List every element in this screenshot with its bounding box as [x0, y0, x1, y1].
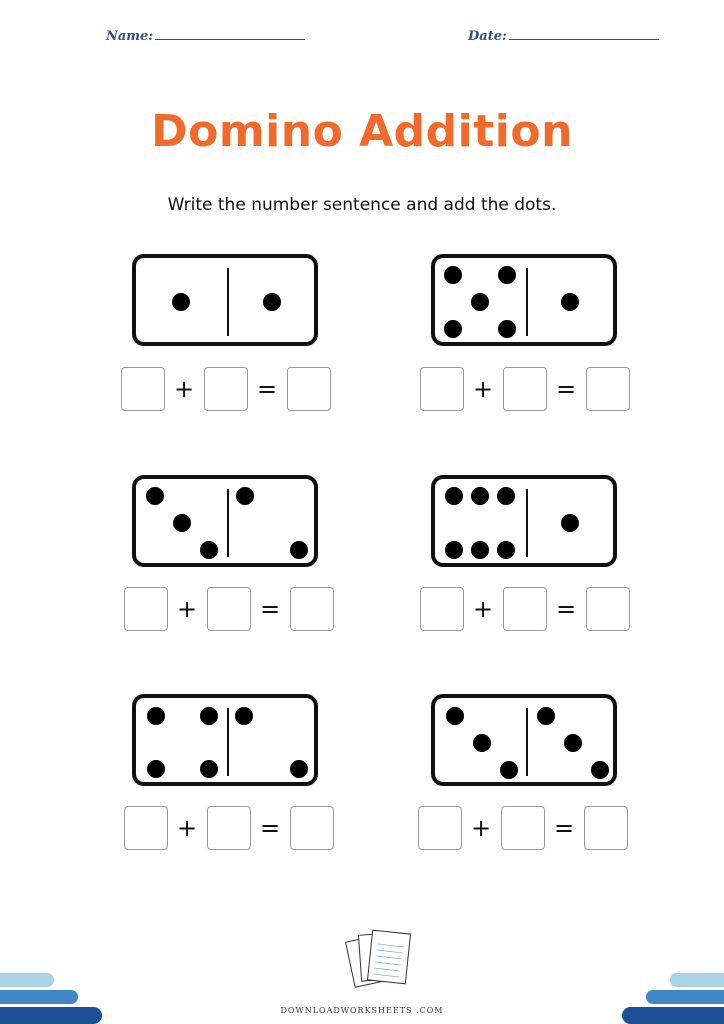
domino-card — [132, 475, 318, 567]
pip — [445, 487, 463, 505]
answer-box[interactable] — [287, 367, 331, 411]
answer-box[interactable] — [418, 806, 462, 850]
pip — [173, 514, 191, 532]
plus-sign: + — [470, 814, 492, 842]
answer-box[interactable] — [503, 587, 547, 631]
answer-box[interactable] — [124, 806, 168, 850]
date-field[interactable] — [468, 28, 659, 44]
pip — [172, 293, 190, 311]
pip — [497, 487, 515, 505]
domino-divider — [526, 268, 528, 336]
worksheets-logo-icon — [340, 928, 420, 1002]
pip — [561, 293, 579, 311]
number-sentence — [121, 367, 335, 413]
name-field[interactable] — [106, 28, 305, 44]
answer-box[interactable] — [207, 587, 251, 631]
pip — [147, 707, 165, 725]
instruction-text: Write the number sentence and add the dots. — [167, 195, 557, 215]
equals-sign: = — [553, 814, 575, 842]
number-sentence — [420, 367, 634, 413]
pip — [290, 541, 308, 559]
domino-card — [132, 254, 318, 346]
answer-box[interactable] — [204, 367, 248, 411]
pip — [263, 293, 281, 311]
domino-divider — [227, 268, 229, 336]
answer-box[interactable] — [503, 367, 547, 411]
pip — [200, 760, 218, 778]
answer-box[interactable] — [420, 587, 464, 631]
number-sentence — [124, 587, 338, 633]
plus-sign: + — [176, 595, 198, 623]
answer-box[interactable] — [586, 587, 630, 631]
domino-card — [132, 694, 318, 786]
equals-sign: = — [259, 814, 281, 842]
pip — [497, 541, 515, 559]
worksheet-title: Domino Addition — [151, 106, 573, 157]
number-sentence — [124, 806, 338, 852]
equals-sign: = — [259, 595, 281, 623]
answer-box[interactable] — [586, 367, 630, 411]
date-line[interactable] — [509, 28, 659, 40]
plus-sign: + — [173, 375, 195, 403]
number-sentence — [420, 587, 634, 633]
answer-box[interactable] — [290, 587, 334, 631]
pip — [500, 761, 518, 779]
footer-stripe-right-mid — [646, 990, 724, 1004]
pip — [446, 707, 464, 725]
pip — [498, 266, 516, 284]
pip — [498, 320, 516, 338]
domino-card — [431, 475, 617, 567]
footer-stripe-right-light — [670, 973, 724, 987]
pip — [290, 760, 308, 778]
answer-box[interactable] — [121, 367, 165, 411]
answer-box[interactable] — [207, 806, 251, 850]
pip — [147, 760, 165, 778]
pip — [471, 541, 489, 559]
plus-sign: + — [472, 595, 494, 623]
pip — [561, 514, 579, 532]
pip — [146, 487, 164, 505]
pip — [564, 734, 582, 752]
name-line[interactable] — [155, 28, 305, 40]
equals-sign: = — [555, 375, 577, 403]
equals-sign: = — [256, 375, 278, 403]
pip — [471, 487, 489, 505]
pip — [236, 487, 254, 505]
pip — [537, 707, 555, 725]
footer-stripe-left-light — [0, 973, 54, 987]
answer-box[interactable] — [124, 587, 168, 631]
site-credit: DOWNLOADWORKSHEETS .COM — [280, 1006, 444, 1015]
domino-divider — [227, 708, 229, 776]
pip — [445, 541, 463, 559]
plus-sign: + — [472, 375, 494, 403]
number-sentence — [418, 806, 632, 852]
footer-stripe-left-mid — [0, 990, 78, 1004]
pip — [200, 541, 218, 559]
plus-sign: + — [176, 814, 198, 842]
domino-divider — [526, 489, 528, 557]
pip — [444, 266, 462, 284]
domino-divider — [227, 489, 229, 557]
domino-divider — [526, 708, 528, 776]
answer-box[interactable] — [584, 806, 628, 850]
pip — [471, 293, 489, 311]
answer-box[interactable] — [420, 367, 464, 411]
pip — [235, 707, 253, 725]
pip — [200, 707, 218, 725]
answer-box[interactable] — [501, 806, 545, 850]
domino-card — [431, 694, 617, 786]
equals-sign: = — [555, 595, 577, 623]
pip — [473, 734, 491, 752]
name-label: Name: — [106, 29, 154, 44]
domino-card — [431, 254, 617, 346]
answer-box[interactable] — [290, 806, 334, 850]
date-label: Date: — [468, 29, 507, 44]
pip — [591, 761, 609, 779]
pip — [444, 320, 462, 338]
